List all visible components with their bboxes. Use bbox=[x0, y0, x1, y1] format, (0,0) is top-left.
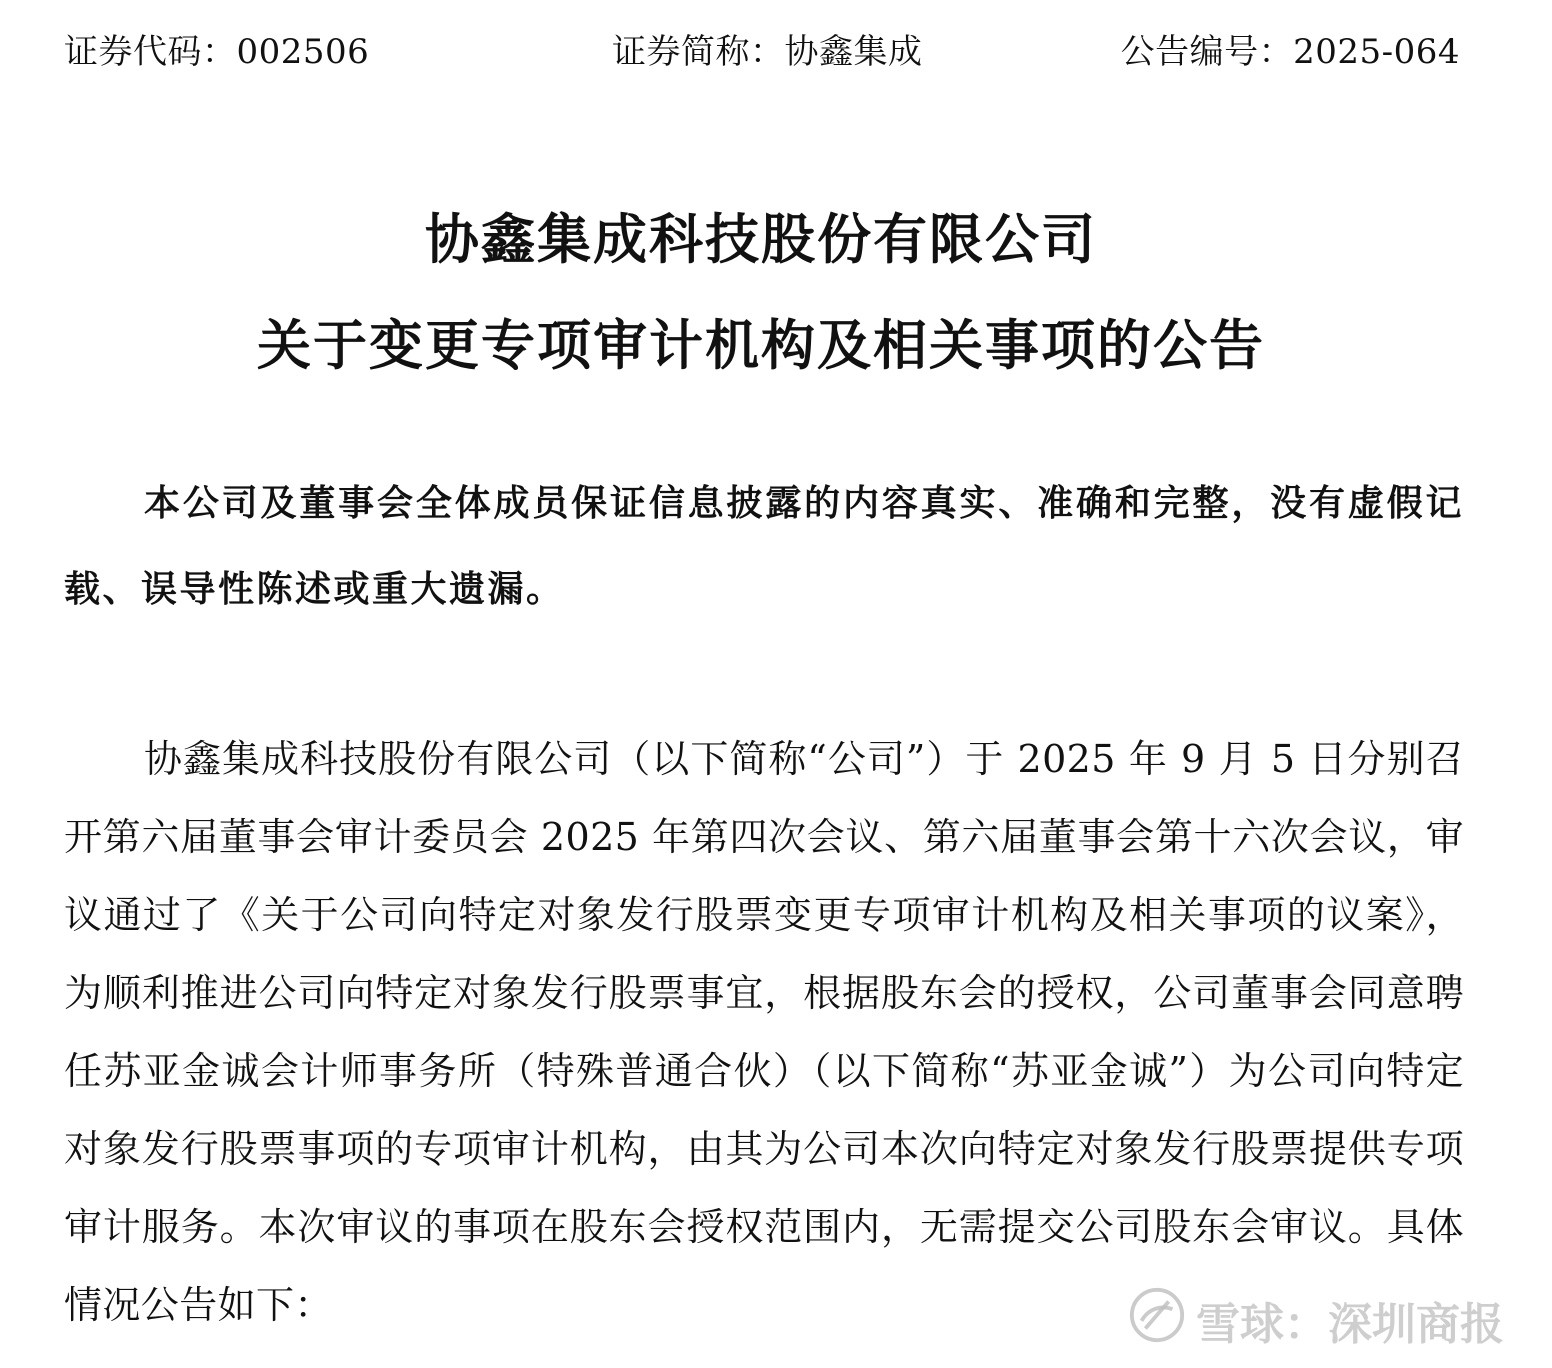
announcement-number: 公告编号：2025-064 bbox=[1120, 32, 1460, 72]
disclosure-statement: 本公司及董事会全体成员保证信息披露的内容真实、准确和完整，没有虚假记载、误导性陈述或重大遗漏。 bbox=[64, 482, 1464, 610]
securities-abbreviation: 证券简称：协鑫集成 bbox=[612, 32, 923, 72]
announcement-title: 关于变更专项审计机构及相关事项的公告 bbox=[257, 313, 1265, 377]
snowball-logo-icon bbox=[1128, 1286, 1186, 1355]
securities-code: 证券代码：002506 bbox=[64, 32, 370, 72]
watermark bbox=[1128, 1288, 1504, 1352]
watermark-text: 雪球：深圳商报 bbox=[1196, 1299, 1504, 1350]
body-paragraph: 协鑫集成科技股份有限公司（以下简称“公司”）于 2025 年 9 月 5 日分别召开第六届董事会审计委员会 2025 年第四次会议、第六届董事会第十六次会议，审议通过了《关于公司向特定对象发行股票变更专项审计机构及相关事项的议案》，为顺利推进公司向特定对象发行股票事宜，根据股东会的授权，公司董事会同意聘任苏亚金诚会计师事务所（特殊普通合伙）（以下简称“苏亚金诚”）为公司向特定对象发行股票事项的专项审计机构，由其为公司本次向特定对象发行股票提供专项审计服务。本次审议的事项在股东会授权范围内，无需提交公司股东会审议。具体情况公告如下： bbox=[64, 737, 1464, 1327]
company-title: 协鑫集成科技股份有限公司 bbox=[425, 207, 1097, 271]
